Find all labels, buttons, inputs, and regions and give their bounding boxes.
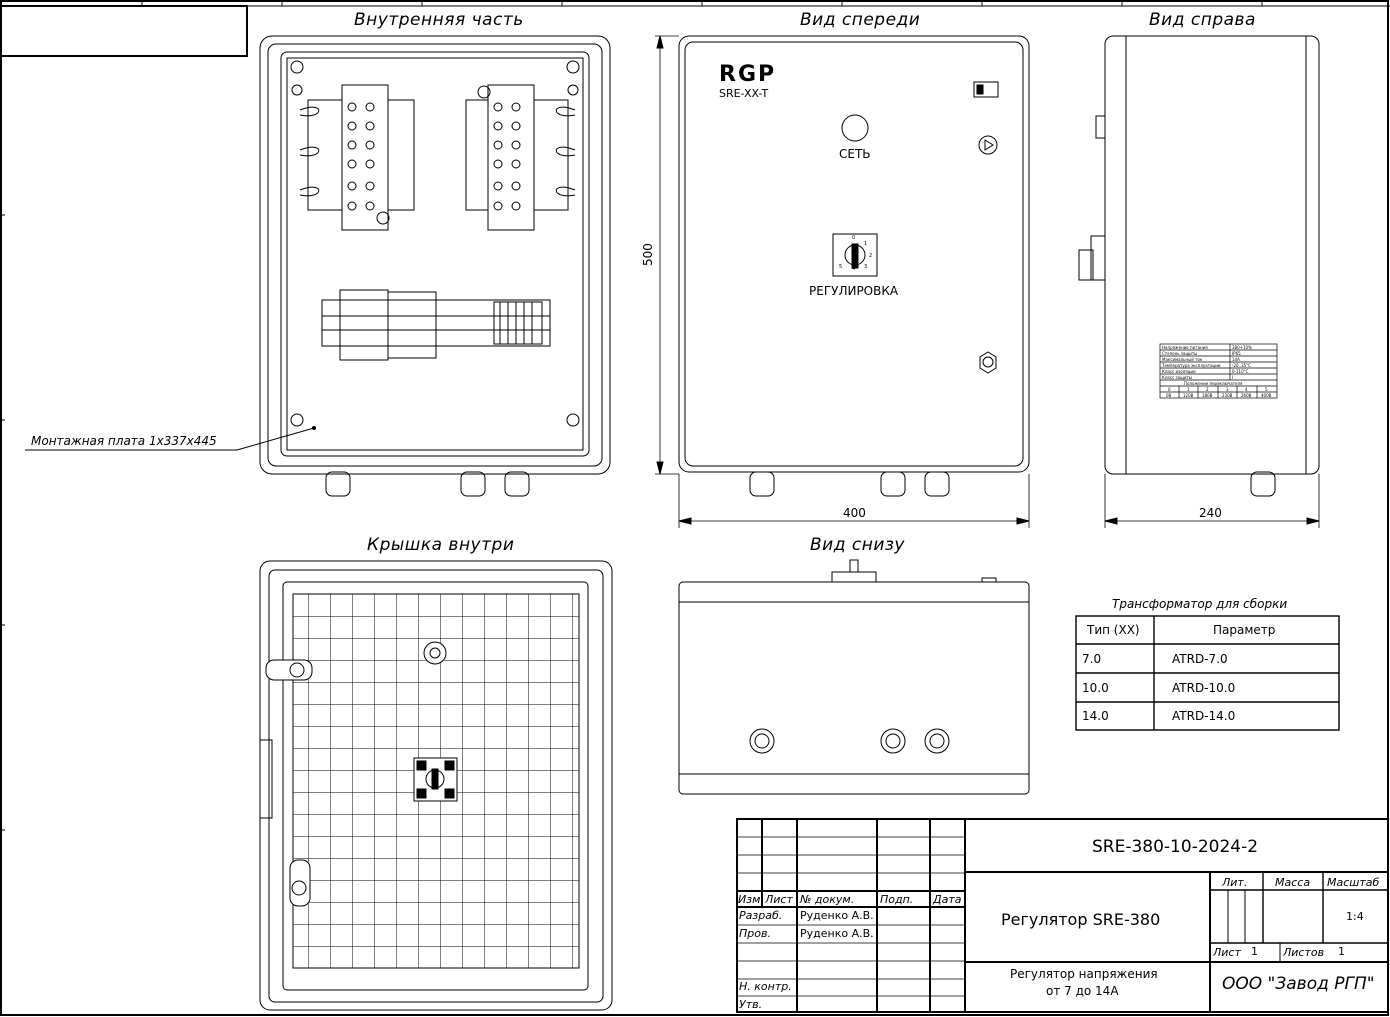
inner-view-title: Внутренняя часть (354, 10, 524, 30)
nameplate-voltage: 180В (1202, 393, 1213, 398)
lid-view-title: Крышка внутри (367, 535, 515, 555)
terminal-block-right (466, 85, 575, 230)
nameplate-voltage: 0В (1166, 393, 1172, 398)
nameplate-row: Напряжение питания (1162, 345, 1208, 350)
nameplate-position: 5 (1265, 387, 1268, 392)
right-view-title: Вид справа (1149, 10, 1256, 30)
switch-mark: 4 (852, 266, 856, 272)
nameplate-position: 3 (1226, 387, 1229, 392)
brand-logo: RGP (719, 62, 777, 87)
role-checker: Пров. (739, 927, 771, 940)
nameplate-position: 0 (1168, 387, 1171, 392)
column-header-date: Дата (933, 893, 962, 906)
checker-name: Руденко А.В. (800, 927, 874, 940)
nameplate-value: 0-110°С (1232, 369, 1249, 374)
nameplate-row: Степень защиты (1162, 351, 1198, 356)
sheets-count: 1 (1338, 945, 1345, 958)
switch-mark: 1 (864, 241, 868, 247)
sheet-number: 1 (1251, 945, 1258, 958)
role-approve: Утв. (739, 998, 763, 1011)
description-line2: от 7 до 14А (1046, 984, 1119, 998)
column-header-list: Лист (765, 893, 793, 906)
switch-mark: 3 (864, 264, 868, 270)
net-label: СЕТЬ (839, 147, 871, 161)
transformer-param-cell: ATRD-14.0 (1172, 709, 1236, 723)
depth-dimension: 240 (1199, 506, 1222, 520)
regulation-label: РЕГУЛИРОВКА (809, 284, 899, 298)
right-view (1079, 36, 1319, 528)
transformer-type-cell: 10.0 (1082, 681, 1109, 695)
transformer-table-header: Тип (ХХ) (1087, 623, 1140, 637)
scale-value: 1:4 (1346, 910, 1364, 923)
inner-view (25, 36, 610, 496)
transformer-type-cell: 14.0 (1082, 709, 1109, 723)
mounting-plate-callout: Монтажная плата 1x337x445 (31, 434, 217, 448)
switch-mark: 2 (869, 253, 873, 259)
drawing-designation: SRE-380-10-2024-2 (1092, 837, 1259, 857)
transformer-param-cell: ATRD-7.0 (1172, 652, 1228, 666)
width-dimension: 400 (843, 506, 866, 520)
transformer-table-header: Параметр (1213, 623, 1276, 637)
nameplate-voltage: 260В (1241, 393, 1252, 398)
nameplate-value: 14А (1232, 357, 1240, 362)
sheets-label: Листов (1283, 946, 1325, 959)
role-norm-control: Н. контр. (739, 980, 792, 993)
mounting-screws (291, 61, 579, 426)
column-header-doc: № докум. (800, 893, 855, 906)
nameplate-position: 2 (1206, 387, 1209, 392)
description-line1: Регулятор напряжения (1010, 967, 1158, 981)
model-label: SRE-XX-T (719, 87, 769, 100)
company-name: ООО "Завод РГП" (1222, 974, 1375, 994)
nameplate-row: Максимальный ток (1162, 357, 1203, 362)
front-view-title: Вид спереди (800, 10, 921, 30)
nameplate-value: I (1232, 375, 1234, 380)
power-lamp (842, 115, 868, 141)
column-header-izm: Изм. (738, 893, 764, 906)
nameplate-voltage: 120В (1183, 393, 1194, 398)
mass-label: Масса (1275, 876, 1311, 889)
scale-label: Масштаб (1327, 876, 1380, 889)
din-rail-assembly (322, 290, 550, 360)
transformer-table-title: Трансформатор для сборки (1112, 597, 1288, 611)
switch-mark: 0 (852, 235, 856, 241)
inner-cable-glands (326, 472, 529, 496)
terminal-block-left (300, 85, 414, 230)
bottom-view-title: Вид снизу (810, 535, 905, 555)
role-developer: Разраб. (739, 909, 783, 922)
front-cable-glands (750, 472, 949, 496)
nameplate-voltage: 400В (1261, 393, 1272, 398)
nameplate-row: Температура эксплуатации (1162, 363, 1221, 368)
transformer-type-cell: 7.0 (1082, 652, 1102, 666)
column-header-sign: Подп. (880, 893, 914, 906)
lid-inside-view (260, 561, 612, 1010)
sheet-label: Лист (1213, 946, 1241, 959)
nameplate-voltage: 230В (1222, 393, 1233, 398)
nameplate-switch-header: Положение переключателя (1184, 381, 1243, 386)
nameplate-row: Класс изоляции (1162, 369, 1196, 374)
front-view (655, 36, 1029, 528)
nameplate-value: 380+10% (1232, 345, 1252, 350)
drawing-name: Регулятор SRE-380 (1001, 910, 1161, 929)
developer-name: Руденко А.В. (800, 909, 874, 922)
nameplate-row: Класс защиты (1162, 375, 1192, 380)
nameplate-position: 4 (1245, 387, 1248, 392)
transformer-param-cell: ATRD-10.0 (1172, 681, 1236, 695)
nameplate-position: 1 (1187, 387, 1190, 392)
nameplate-value: -20..35°С (1232, 363, 1251, 368)
lit-label: Лит. (1222, 876, 1248, 889)
height-dimension: 500 (641, 243, 655, 266)
nameplate-value: IP65 (1232, 351, 1241, 356)
switch-mark: 5 (839, 264, 843, 270)
bottom-view (679, 560, 1029, 794)
